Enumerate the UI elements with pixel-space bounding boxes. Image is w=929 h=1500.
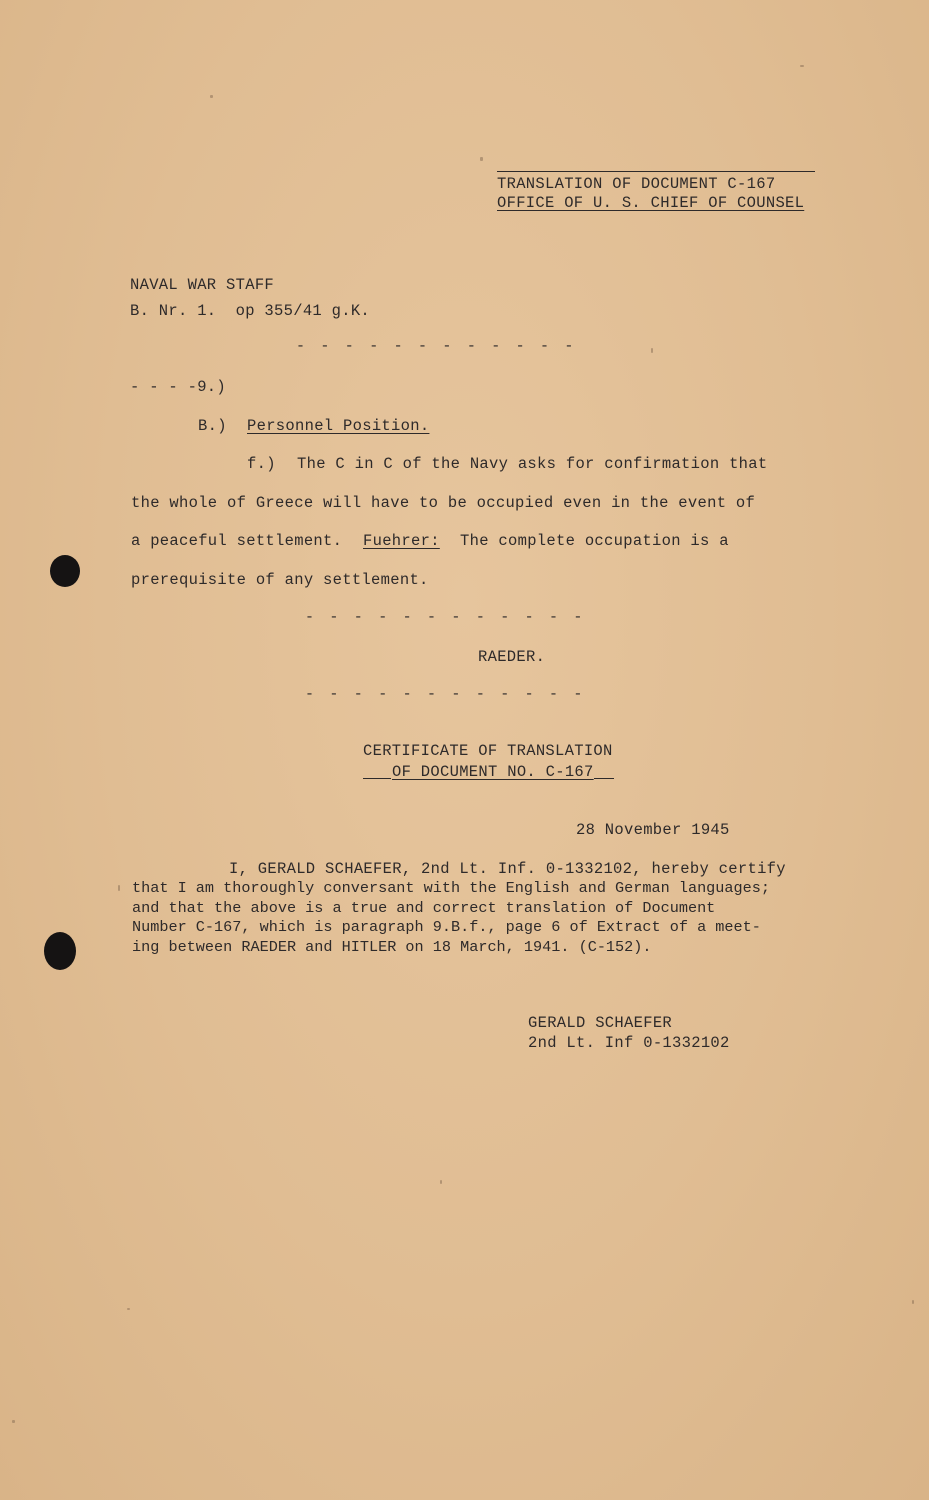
fuehrer-label: Fuehrer: bbox=[363, 532, 440, 550]
signoff-raeder: RAEDER. bbox=[478, 648, 546, 666]
paper-speck bbox=[480, 157, 483, 161]
certificate-text-line-5: ing between RAEDER and HITLER on 18 March, 1941. (C-152). bbox=[132, 938, 652, 956]
section-number: - - - -9.) bbox=[130, 378, 227, 396]
paragraph-line-4: prerequisite of any settlement. bbox=[131, 571, 429, 589]
certificate-title: CERTIFICATE OF TRANSLATION bbox=[363, 742, 613, 760]
paragraph-line-2: the whole of Greece will have to be occupied even in the event of bbox=[131, 494, 756, 512]
paragraph-line-1: The C in C of the Navy asks for confirmation that bbox=[297, 455, 768, 473]
sender-org: NAVAL WAR STAFF bbox=[130, 276, 275, 294]
separator-bottom: - - - - - - - - - - - - bbox=[305, 686, 586, 703]
paper-speck bbox=[440, 1180, 442, 1184]
paper-speck bbox=[800, 65, 804, 67]
paper-speck bbox=[118, 885, 120, 891]
certificate-text-line-2: that I am thoroughly conversant with the English and German languages; bbox=[132, 879, 770, 897]
punch-hole-lower bbox=[44, 932, 76, 970]
header-title: TRANSLATION OF DOCUMENT C-167 bbox=[497, 175, 776, 193]
paragraph-line-3a: a peaceful settlement. bbox=[131, 532, 343, 550]
section-title: Personnel Position. bbox=[247, 417, 430, 435]
sender-ref: B. Nr. 1. op 355/41 g.K. bbox=[130, 302, 371, 320]
header-top-rule bbox=[497, 171, 815, 172]
certificate-text-line-1: I, GERALD SCHAEFER, 2nd Lt. Inf. 0-1332102, hereby certify bbox=[229, 860, 786, 878]
paper-speck bbox=[912, 1300, 914, 1304]
punch-hole-upper bbox=[50, 555, 80, 587]
signer-name: GERALD SCHAEFER bbox=[528, 1014, 673, 1032]
certificate-underline-tail bbox=[594, 778, 614, 779]
certificate-text-line-4: Number C-167, which is paragraph 9.B.f., page 6 of Extract of a meet- bbox=[132, 918, 761, 936]
paper-speck bbox=[651, 348, 653, 353]
paper-speck bbox=[12, 1420, 15, 1423]
paragraph-line-3b: The complete occupation is a bbox=[460, 532, 729, 550]
signer-rank: 2nd Lt. Inf 0-1332102 bbox=[528, 1034, 730, 1052]
certificate-date: 28 November 1945 bbox=[576, 821, 730, 839]
paper-speck bbox=[210, 95, 213, 98]
paper-speck bbox=[127, 1308, 130, 1310]
separator-middle: - - - - - - - - - - - - bbox=[305, 609, 586, 626]
certificate-text-line-3: and that the above is a true and correct translation of Document bbox=[132, 899, 716, 917]
section-label: B.) bbox=[198, 417, 227, 435]
certificate-underline-lead bbox=[363, 778, 391, 779]
paragraph-label: f.) bbox=[247, 455, 276, 473]
certificate-subtitle: OF DOCUMENT NO. C-167 bbox=[392, 763, 594, 781]
header-office: OFFICE OF U. S. CHIEF OF COUNSEL bbox=[497, 194, 805, 212]
separator-top: - - - - - - - - - - - - bbox=[296, 338, 577, 355]
